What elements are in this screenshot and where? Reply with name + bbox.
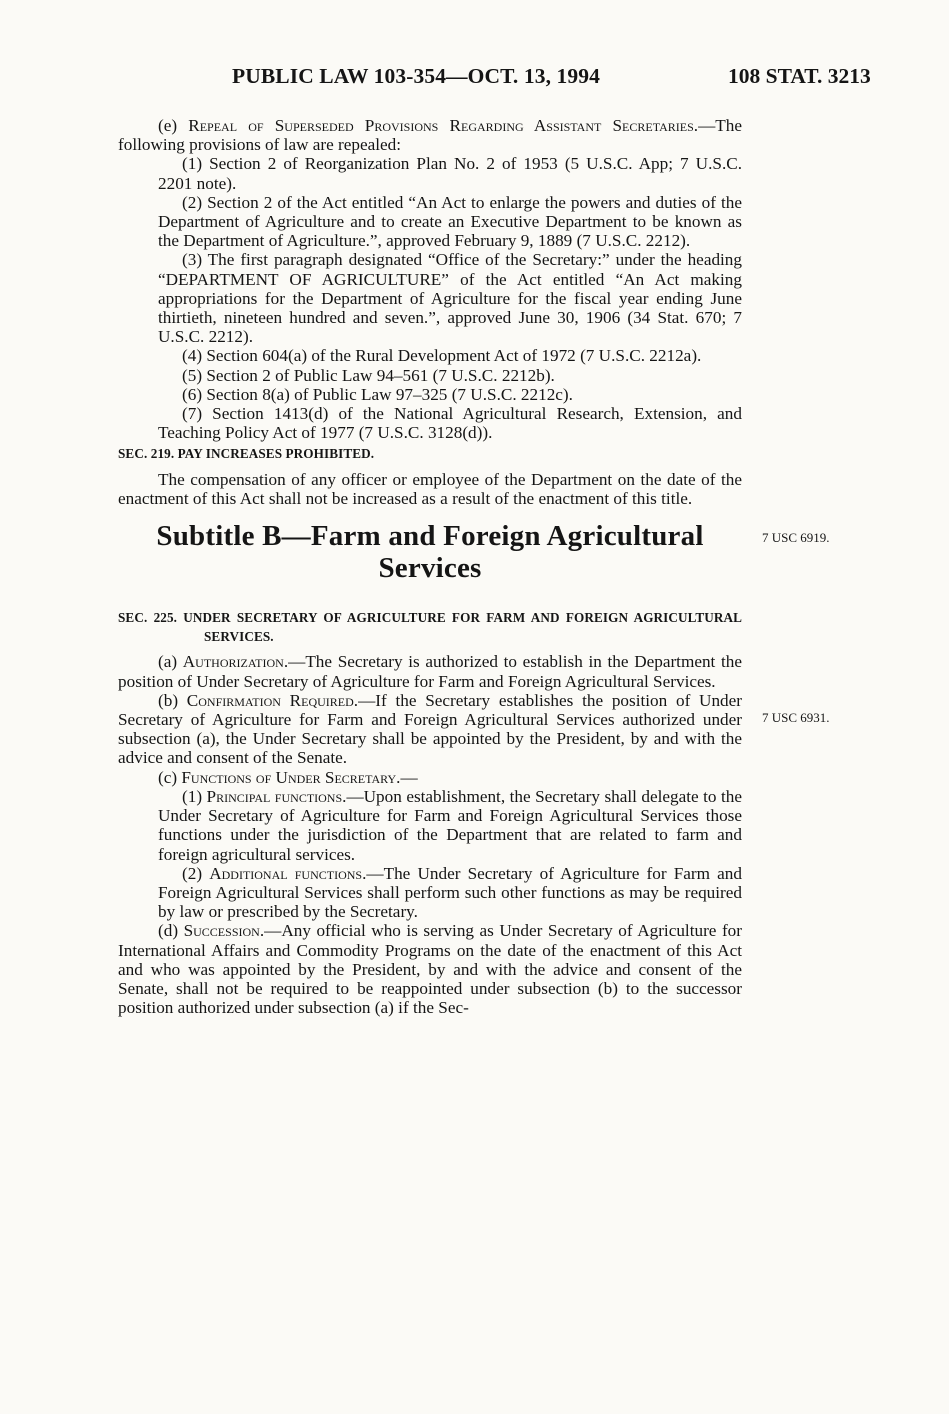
margin-note-sec219: 7 USC 6919. bbox=[762, 530, 830, 545]
subsection-c: (c) Functions of Under Secretary.— bbox=[158, 767, 418, 787]
subsection-c1: (1) Principal functions.—Upon establishment, the Secretary shall delegate to the Under Secretary of Agriculture for Farm and Foreign Agricultural Services those functions under the jurisdiction of the Department that are related to farm and foreign agricultural services. bbox=[158, 786, 742, 864]
repeal-intro: (e) Repeal of Superseded Provisions Regarding Assistant Secretaries.—The following provisions of law are repealed: bbox=[118, 116, 742, 155]
subsection-c2: (2) Additional functions.—The Under Secretary of Agriculture for Farm and Foreign Agricultural Services shall perform such other functions as may be required by law or prescribed by the Secretary. bbox=[158, 863, 742, 922]
section-225-heading: SEC. 225. UNDER SECRETARY OF AGRICULTURE FOR FARM AND FOREIGN AGRICULTURAL SERVICES. bbox=[118, 610, 742, 645]
margin-note-sec225: 7 USC 6931. bbox=[762, 710, 830, 725]
page-header-title: PUBLIC LAW 103-354—OCT. 13, 1994 bbox=[232, 64, 600, 88]
repeal-item: (4) Section 604(a) of the Rural Development Act of 1972 (7 U.S.C. 2212a). bbox=[182, 346, 702, 366]
repeal-item: (6) Section 8(a) of Public Law 97–325 (7 U.S.C. 2212c). bbox=[182, 384, 573, 404]
subsection-d: (d) Succession.—Any official who is serving as Under Secretary of Agriculture for International Affairs and Commodity Programs on the date of the enactment of this Act and who was appointed by the President, by and with the advice and consent of the Senate, shall not be required to be reappointed under subsection (b) to the successor position authorized under subsection (a) if the Sec- bbox=[118, 921, 742, 1018]
section-219-text: The compensation of any officer or employee of the Department on the date of the enactment of this Act shall not be increased as a result of the enactment of this title. bbox=[118, 469, 742, 508]
section-219-heading: SEC. 219. PAY INCREASES PROHIBITED. bbox=[118, 446, 375, 462]
repeal-item: (7) Section 1413(d) of the National Agricultural Research, Extension, and Teaching Policy Act of 1977 (7 U.S.C. 3128(d)). bbox=[158, 404, 742, 443]
repeal-item: (5) Section 2 of Public Law 94–561 (7 U.S.C. 2212b). bbox=[182, 365, 555, 385]
repeal-item: (3) The first paragraph designated “Office of the Secretary:” under the heading “DEPARTMENT OF AGRICULTURE” of the Act entitled “An Act making appropriations for the Department of Agriculture for the fiscal year ending June thirtieth, nineteen hundred and seven.”, approved June 30, 1906 (34 Stat. 670; 7 U.S.C. 2212). bbox=[158, 250, 742, 347]
document-body bbox=[118, 116, 742, 1017]
subtitle-line-1: Subtitle B—Farm and Foreign Agricultural bbox=[156, 520, 704, 553]
subtitle-heading bbox=[118, 520, 742, 584]
repeal-item: (1) Section 2 of Reorganization Plan No. 2 of 1953 (5 U.S.C. App; 7 U.S.C. 2201 note). bbox=[158, 154, 742, 193]
subtitle-line-2: Services bbox=[378, 552, 482, 585]
subsection-a: (a) Authorization.—The Secretary is authorized to establish in the Department the position of Under Secretary of Agriculture for Farm and Foreign Agricultural Services. bbox=[118, 652, 742, 691]
page-header-stat: 108 STAT. 3213 bbox=[728, 64, 871, 88]
repeal-item: (2) Section 2 of the Act entitled “An Act to enlarge the powers and duties of the Department of Agriculture and to create an Executive Department to be known as the Department of Agriculture.”, approved February 9, 1889 (7 U.S.C. 2212). bbox=[158, 192, 742, 251]
subsection-b: (b) Confirmation Required.—If the Secretary establishes the position of Under Secretary of Agriculture for Farm and Foreign Agricultural Services authorized under subsection (a), the Under Secretary shall be appointed by the President, by and with the advice and consent of the Senate. bbox=[118, 690, 742, 768]
